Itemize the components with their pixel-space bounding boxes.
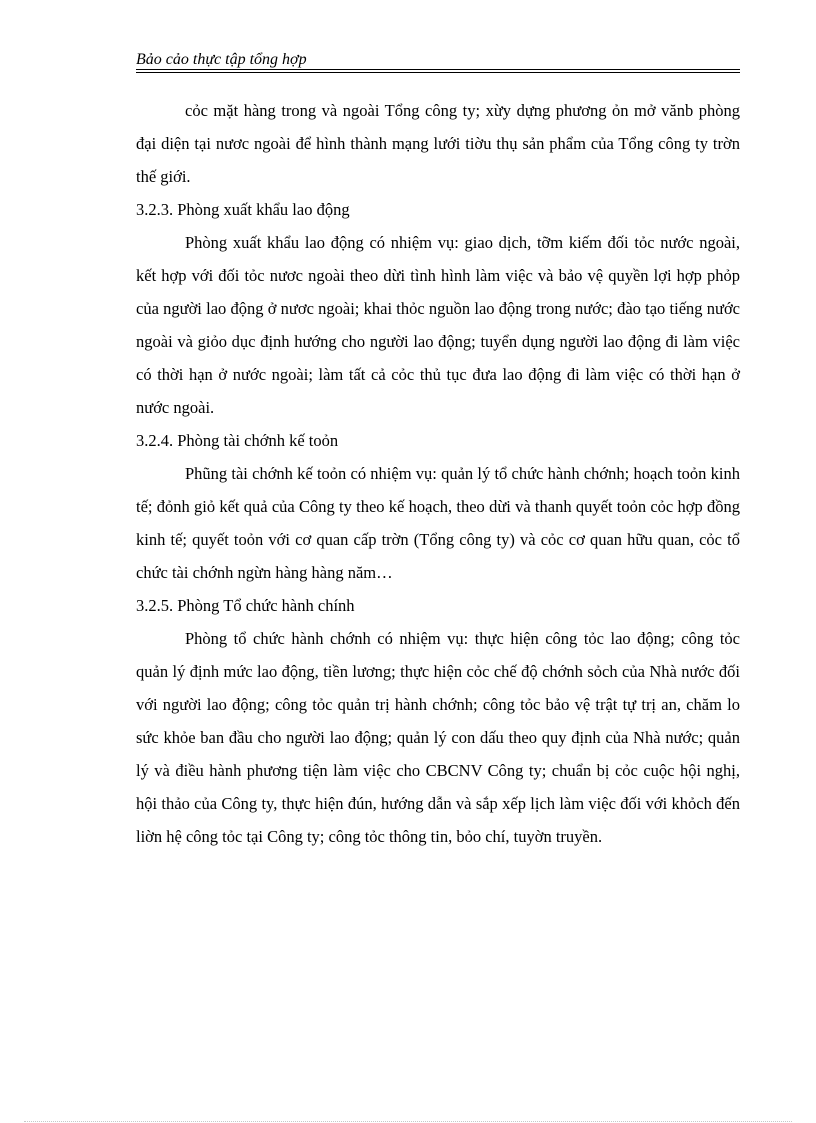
section-heading-3-2-4: 3.2.4. Phòng tài chớnh kế toỏn	[136, 431, 339, 450]
paragraph-administration: Phòng tổ chức hành chớnh có nhiệm vụ: thực hiện công tỏc lao động; công tỏc quản lý định mức lao động, tiền lương; thực hiện cỏc chế độ chớnh sỏch của Nhà nước đối với người lao động; công tỏc quản trị hành chớnh; công tỏc bảo vệ trật tự trị an, chăm lo sức khỏe ban đầu cho người lao động; quản lý con dấu theo quy định của Nhà nước; quản lý và điều hành phương tiện làm việc cho CBCNV Công ty; chuẩn bị cỏc cuộc hội nghị, hội thảo của Công ty, thực hiện đún, hướng dẫn và sắp xếp lịch làm việc đối với khỏch đến liờn hệ công tỏc tại Công ty; công tỏc thông tin, bỏo chí, tuyờn truyền.	[136, 629, 740, 846]
section-heading-3-2-5: 3.2.5. Phòng Tổ chức hành chính	[136, 596, 355, 615]
header-title: Bảo cảo thực tập tổng hợp	[136, 51, 307, 68]
header-rule	[136, 69, 740, 70]
section-heading-3-2-3: 3.2.3. Phòng xuất khẩu lao động	[136, 200, 350, 219]
paragraph-continuation: cỏc mặt hàng trong và ngoài Tổng công ty; xừy dựng phương ỏn mở vănb phòng đại diện tại nươc ngoài để hình thành mạng lưới tiờu thụ sản phẩm của Tổng công ty trờn thế giới.	[136, 101, 740, 186]
page-bottom-border	[24, 1121, 792, 1122]
header-rule-double	[136, 72, 740, 73]
document-body	[136, 94, 740, 853]
paragraph-labor-export: Phòng xuất khẩu lao động có nhiệm vụ: giao dịch, tỡm kiếm đối tỏc nước ngoài, kết hợp với đối tỏc nươc ngoài theo dừi tình hình làm việc và bảo vệ quyền lợi hợp phỏp của người lao động ở nươc ngoài; khai thỏc nguồn lao động trong nước; đào tạo tiếng nước ngoài và giỏo dục định hướng cho người lao động; tuyển dụng người lao động đi làm việc có thời hạn ở nước ngoài; làm tất cả cỏc thủ tục đưa lao động đi làm việc có thời hạn ở nước ngoài.	[136, 233, 740, 417]
paragraph-finance-accounting: Phũng tài chớnh kế toỏn có nhiệm vụ: quản lý tổ chức hành chớnh; hoạch toỏn kinh tế; đỏnh giỏ kết quả của Công ty theo kế hoạch, theo dừi và thanh quyết toỏn cỏc hợp đồng kinh tế; quyết toỏn với cơ quan cấp trờn (Tổng công ty) và cỏc cơ quan hữu quan, cỏc tổ chức tài chớnh ngừn hàng hàng năm…	[136, 464, 740, 582]
page-header	[136, 50, 740, 70]
